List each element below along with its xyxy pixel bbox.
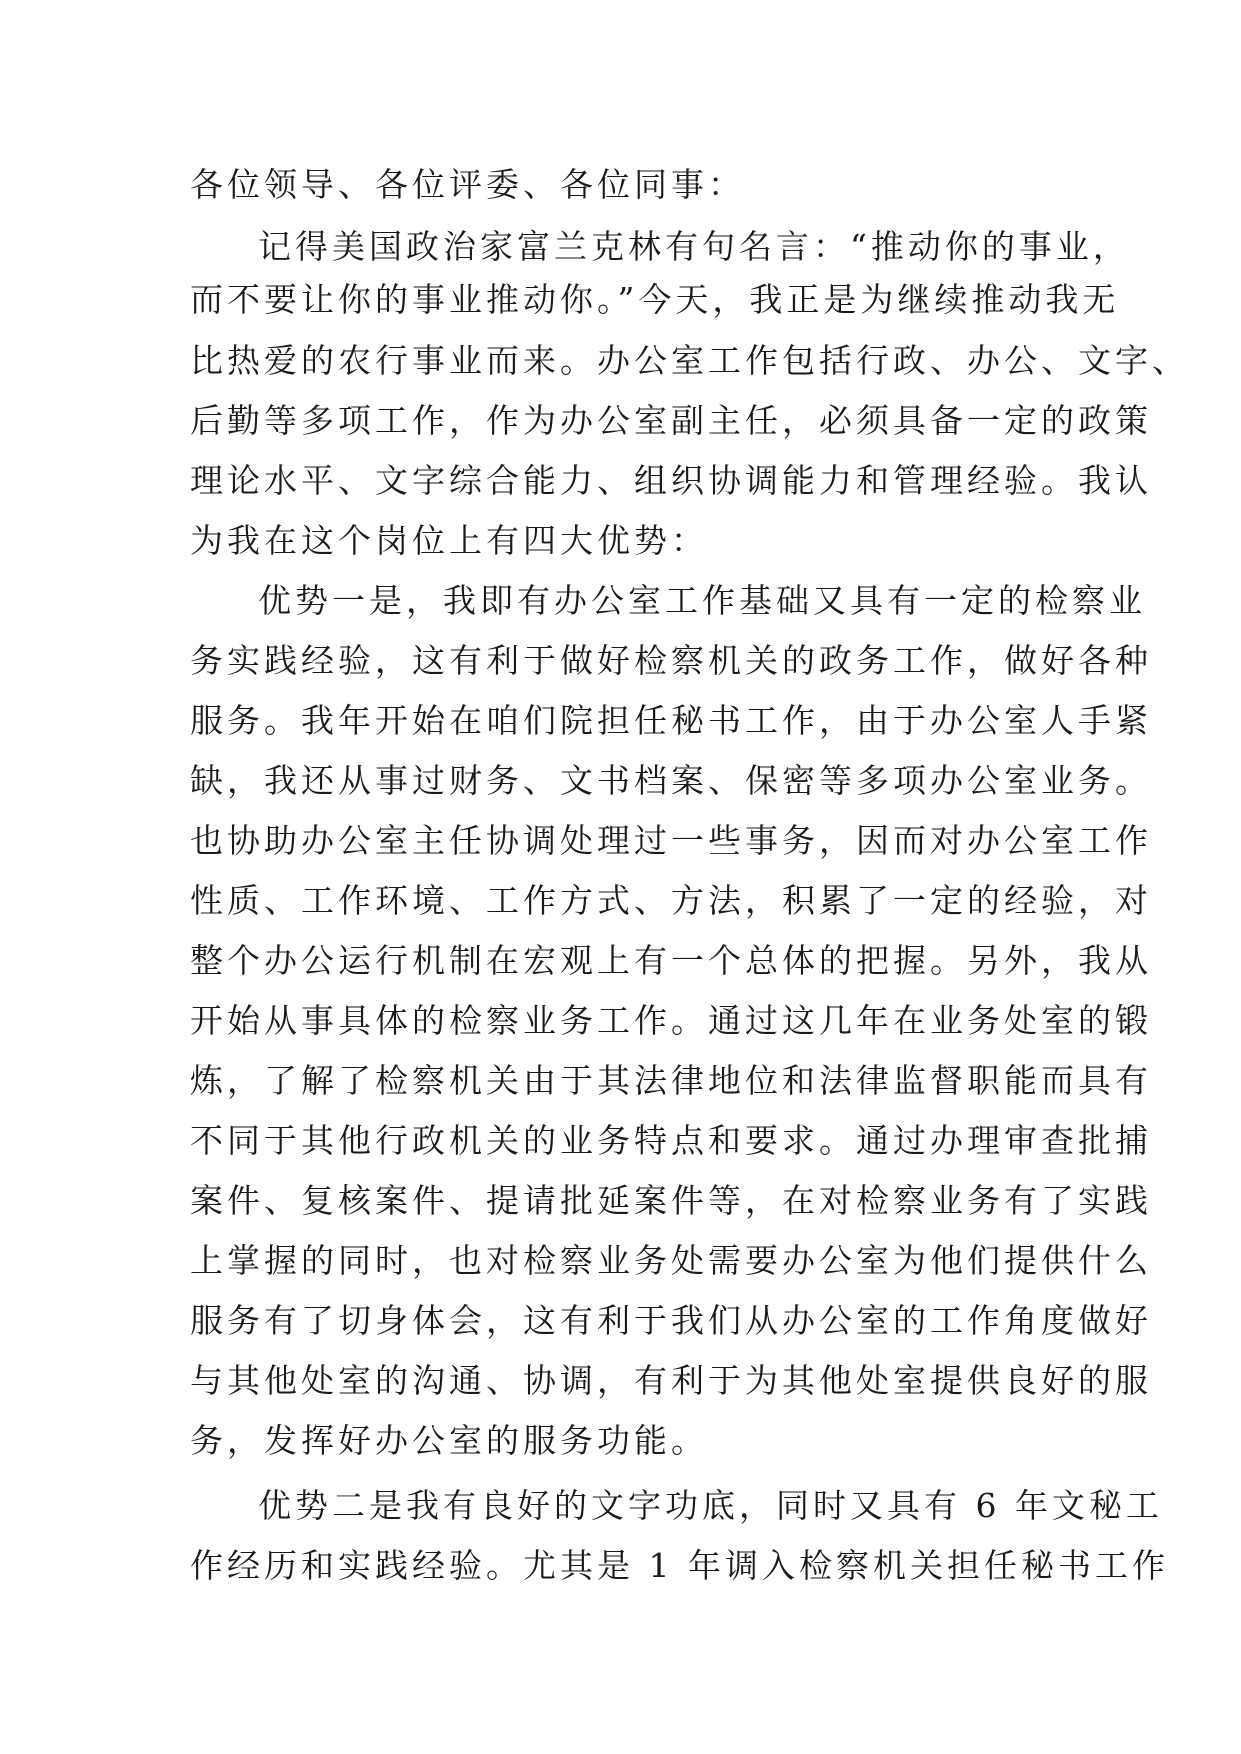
- paragraph-line: 为我在这个岗位上有四大优势：: [190, 521, 708, 560]
- paragraph-line: 而不要让你的事业推动你。”今天，我正是为继续推动我无: [190, 280, 1120, 319]
- paragraph-line: 案件、复核案件、提请批延案件等，在对检察业务有了实践: [190, 1181, 1152, 1220]
- paragraph-line: 与其他处室的沟通、协调，有利于为其他处室提供良好的服: [190, 1361, 1152, 1400]
- paragraph-line: 比热爱的农行事业而来。办公室工作包括行政、办公、文字、: [190, 341, 1189, 380]
- paragraph-line: 作经历和实践经验。尤其是 1 年调入检察机关担任秘书工作: [190, 1546, 1169, 1585]
- paragraph-line: 不同于其他行政机关的业务特点和要求。通过办理审查批捕: [190, 1121, 1152, 1160]
- paragraph-line: 务，发挥好办公室的服务功能。: [190, 1421, 708, 1460]
- paragraph-line: 也协助办公室主任协调处理过一些事务，因而对办公室工作: [190, 821, 1152, 860]
- paragraph-line: 记得美国政治家富兰克林有句名言：“推动你的事业，: [258, 227, 1130, 266]
- paragraph-line: 开始从事具体的检察业务工作。通过这几年在业务处室的锻: [190, 1001, 1152, 1040]
- paragraph-line: 缺，我还从事过财务、文书档案、保密等多项办公室业务。: [190, 761, 1152, 800]
- paragraph-line: 服务有了切身体会，这有利于我们从办公室的工作角度做好: [190, 1301, 1152, 1340]
- paragraph-line: 务实践经验，这有利于做好检察机关的政务工作，做好各种: [190, 641, 1152, 680]
- paragraph-line: 整个办公运行机制在宏观上有一个总体的把握。另外，我从: [190, 941, 1152, 980]
- paragraph-line: 上掌握的同时，也对检察业务处需要办公室为他们提供什么: [190, 1241, 1152, 1280]
- paragraph-line: 性质、工作环境、工作方式、方法，积累了一定的经验，对: [190, 881, 1152, 920]
- paragraph-line: 服务。我年开始在咱们院担任秘书工作，由于办公室人手紧: [190, 701, 1152, 740]
- paragraph-line: 后勤等多项工作，作为办公室副主任，必须具备一定的政策: [190, 401, 1152, 440]
- paragraph-line: 优势二是我有良好的文字功底，同时又具有 6 年文秘工: [258, 1486, 1163, 1525]
- paragraph-line: 优势一是，我即有办公室工作基础又具有一定的检察业: [258, 581, 1146, 620]
- salutation-line: 各位领导、各位评委、各位同事：: [190, 165, 745, 204]
- paragraph-line: 炼，了解了检察机关由于其法律地位和法律监督职能而具有: [190, 1061, 1152, 1100]
- paragraph-line: 理论水平、文字综合能力、组织协调能力和管理经验。我认: [190, 461, 1152, 500]
